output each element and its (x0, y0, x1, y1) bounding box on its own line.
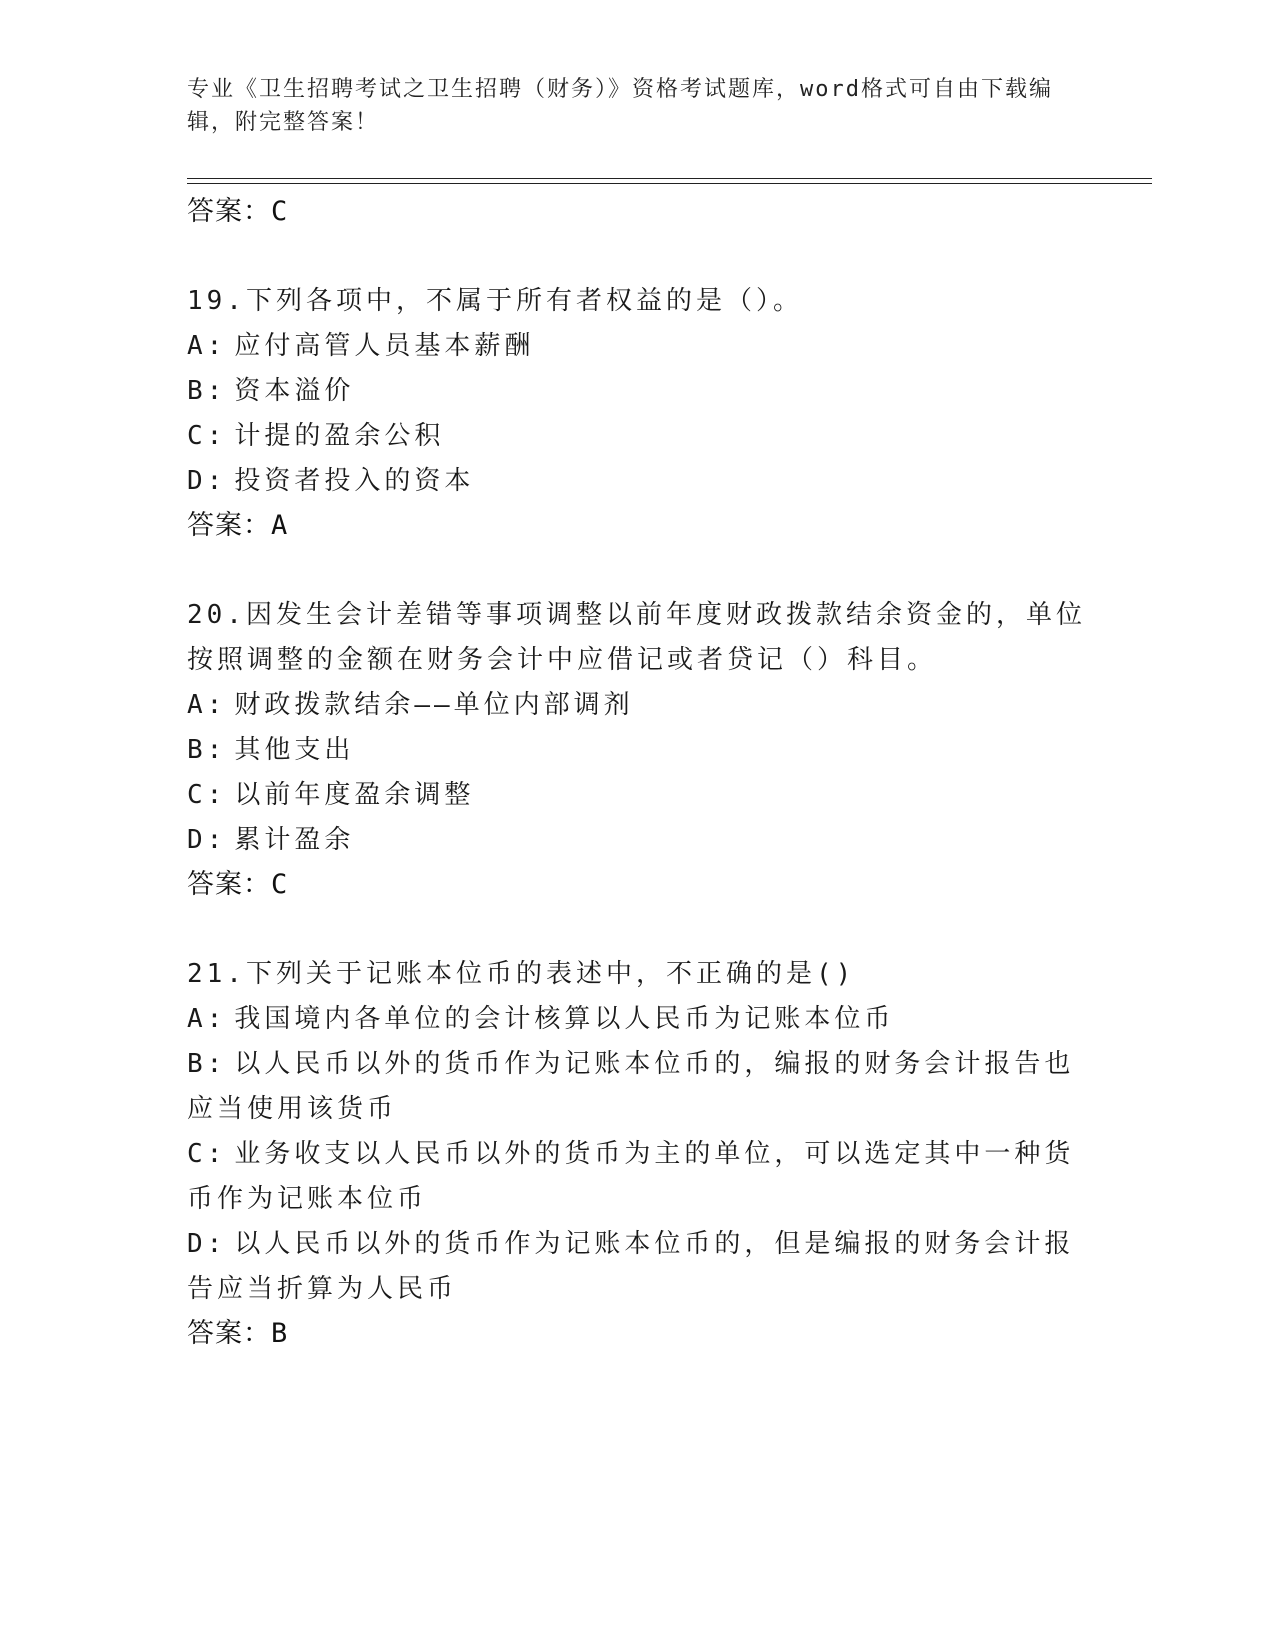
answer-line (187, 190, 1087, 234)
option-c (187, 1132, 1087, 1222)
option-b (187, 1042, 1087, 1132)
answer-value: C (271, 196, 289, 227)
question-list (187, 190, 1087, 1356)
option-key: D: (187, 825, 227, 855)
option-text: 业务收支以人民币以外的货币为主的单位，可以选定其中一种货币作为记账本位币 (187, 1139, 1075, 1214)
option-key: C: (187, 780, 227, 810)
option-text: 以前年度盈余调整 (234, 780, 475, 810)
option-c (187, 773, 1087, 818)
option-b (187, 369, 1087, 414)
option-key: B: (187, 1049, 227, 1079)
option-key: D: (187, 1229, 227, 1259)
question-19 (187, 279, 1087, 548)
option-text: 财政拨款结余——单位内部调剂 (234, 690, 634, 720)
option-c (187, 414, 1087, 459)
question-stem: 20.因发生会计差错等事项调整以前年度财政拨款结余资金的，单位按照调整的金额在财务会计中应借记或者贷记（）科目。 (187, 600, 1086, 675)
answer-line (187, 863, 1087, 907)
option-b (187, 728, 1087, 773)
option-key: A: (187, 331, 227, 361)
option-d (187, 459, 1087, 504)
option-text: 应付高管人员基本薪酬 (234, 331, 535, 361)
option-text: 累计盈余 (234, 825, 355, 855)
answer-line (187, 504, 1087, 548)
question-stem: 21.下列关于记账本位币的表述中，不正确的是() (187, 959, 856, 989)
option-text: 以人民币以外的货币作为记账本位币的，编报的财务会计报告也应当使用该货币 (187, 1049, 1075, 1124)
option-a (187, 683, 1087, 728)
option-text: 投资者投入的资本 (234, 466, 475, 496)
option-text: 我国境内各单位的会计核算以人民币为记账本位币 (234, 1004, 895, 1034)
option-key: A: (187, 1004, 227, 1034)
document-header: 专业《卫生招聘考试之卫生招聘（财务）》资格考试题库，word格式可自由下载编辑，附完整答案！ (187, 77, 1053, 135)
option-d (187, 1222, 1087, 1312)
option-key: C: (187, 1139, 227, 1169)
answer-label: 答案： (187, 510, 271, 541)
option-a (187, 997, 1087, 1042)
option-text: 计提的盈余公积 (234, 421, 445, 451)
question-20 (187, 593, 1087, 907)
header-divider-top (187, 178, 1152, 179)
option-d (187, 818, 1087, 863)
option-key: A: (187, 690, 227, 720)
answer-value: C (271, 869, 289, 900)
answer-value: A (271, 510, 289, 541)
question-21 (187, 952, 1087, 1356)
option-text: 资本溢价 (234, 376, 355, 406)
answer-line (187, 1312, 1087, 1356)
option-text: 以人民币以外的货币作为记账本位币的，但是编报的财务会计报告应当折算为人民币 (187, 1229, 1075, 1304)
option-text: 其他支出 (234, 735, 355, 765)
question-stem: 19.下列各项中，不属于所有者权益的是（）。 (187, 286, 803, 316)
header-divider-bottom (187, 183, 1152, 184)
option-key: D: (187, 466, 227, 496)
answer-label: 答案： (187, 1318, 271, 1349)
answer-label: 答案： (187, 196, 271, 227)
answer-value: B (271, 1318, 289, 1349)
option-key: C: (187, 421, 227, 451)
option-a (187, 324, 1087, 369)
option-key: B: (187, 735, 227, 765)
option-key: B: (187, 376, 227, 406)
answer-label: 答案： (187, 869, 271, 900)
